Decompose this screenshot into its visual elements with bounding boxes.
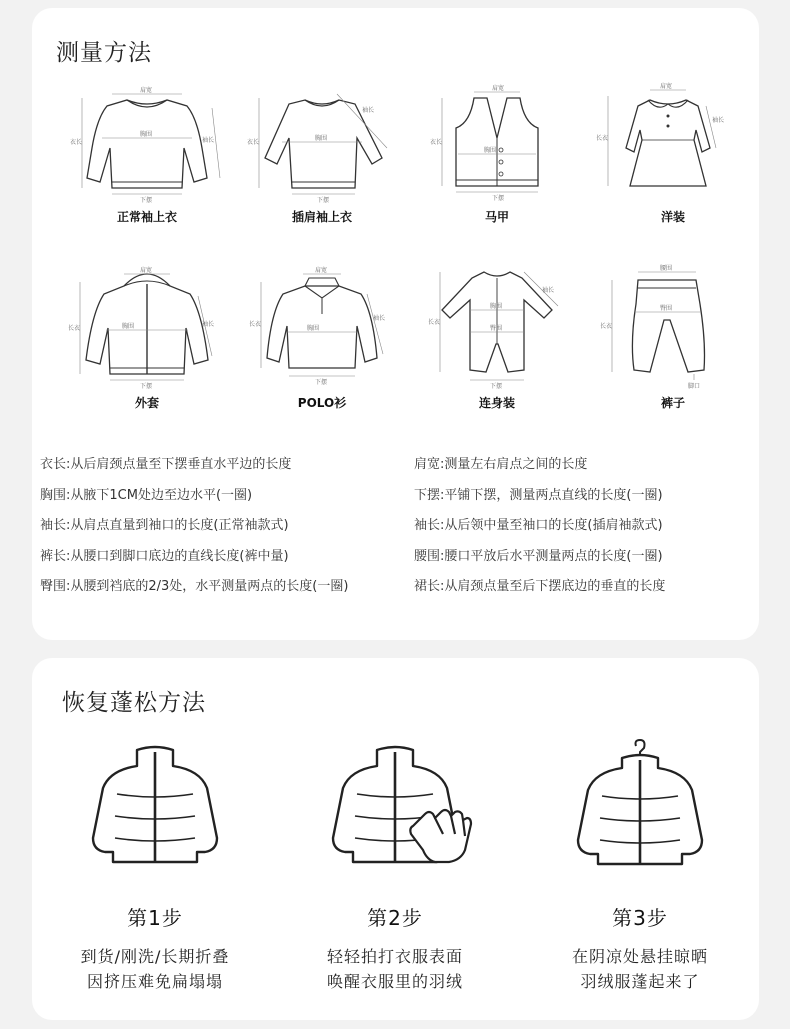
restore-title: 恢复蓬松方法 bbox=[62, 690, 206, 716]
label-sleeve: 袖长 bbox=[362, 107, 375, 114]
definition-row: 裤长:从腰口到脚口底边的直线长度(裤中量) bbox=[40, 548, 289, 564]
hooded-jacket-icon bbox=[62, 262, 232, 392]
definition-row: 袖长:从肩点直量到袖口的长度(正常袖款式) bbox=[40, 518, 289, 534]
label-length: 长衣 bbox=[596, 135, 609, 142]
label-hem: 下摆 bbox=[315, 379, 328, 386]
garment-polo-shirt bbox=[237, 262, 407, 432]
down-jacket-icon bbox=[45, 738, 265, 878]
label-chest: 胸围 bbox=[315, 135, 328, 142]
garment-romper bbox=[412, 262, 582, 432]
step-description bbox=[285, 944, 505, 994]
garment-name: 裤子 bbox=[660, 396, 685, 410]
label-sleeve: 袖长 bbox=[712, 117, 725, 124]
label-length: 长衣 bbox=[249, 321, 262, 328]
step-desc-line-1: 到货/刚洗/长期折叠 bbox=[80, 947, 230, 966]
label-length: 长衣 bbox=[428, 319, 441, 326]
definition-row: 肩宽:测量左右肩点之间的长度 bbox=[414, 457, 588, 472]
label-length: 长衣 bbox=[68, 325, 81, 332]
label-hip: 臀围 bbox=[660, 305, 673, 312]
label-shoulder: 肩宽 bbox=[660, 83, 673, 90]
garment-pants bbox=[588, 262, 758, 432]
garment-vest bbox=[412, 78, 582, 248]
definition-row: 裙长:从肩颈点量至后下摆底边的垂直的长度 bbox=[414, 579, 666, 595]
measure-title: 测量方法 bbox=[56, 40, 152, 66]
down-jacket-icon bbox=[285, 738, 505, 878]
label-waist: 腰围 bbox=[660, 265, 673, 272]
garment-name: 洋装 bbox=[660, 210, 685, 224]
garment-name: 插肩袖上衣 bbox=[291, 210, 352, 224]
polo-shirt-icon bbox=[237, 262, 407, 392]
sweatshirt-icon bbox=[62, 78, 232, 208]
raglan-top-icon bbox=[237, 78, 407, 208]
garment-sweatshirt bbox=[62, 78, 232, 248]
dress-icon bbox=[588, 78, 758, 208]
step-title: 第1步 bbox=[127, 906, 183, 930]
pants-icon bbox=[588, 262, 758, 392]
garment-name: 正常袖上衣 bbox=[116, 210, 177, 224]
label-chest: 胸围 bbox=[122, 323, 135, 330]
definition-row: 腰围:腰口平放后水平测量两点的长度(一圈) bbox=[414, 548, 663, 564]
step-desc-line-2: 唤醒衣服里的羽绒 bbox=[326, 972, 463, 991]
label-chest: 胸围 bbox=[140, 131, 153, 138]
label-length: 衣长 bbox=[430, 139, 443, 146]
definition-row: 胸围:从腋下1CM处边至边水平(一圈) bbox=[40, 487, 253, 503]
label-length: 衣长 bbox=[247, 139, 260, 146]
garment-hooded-jacket bbox=[62, 262, 232, 432]
step-description bbox=[45, 944, 265, 994]
label-shoulder: 肩宽 bbox=[492, 85, 505, 92]
label-length: 衣长 bbox=[70, 139, 83, 146]
label-hem: 下摆 bbox=[492, 195, 505, 202]
garment-dress bbox=[588, 78, 758, 248]
label-chest: 胸围 bbox=[484, 147, 497, 154]
label-hem: 下摆 bbox=[140, 197, 153, 204]
hanger-icon bbox=[530, 738, 750, 878]
label-sleeve: 袖长 bbox=[373, 315, 386, 322]
step-title: 第2步 bbox=[367, 906, 423, 930]
label-shoulder: 肩宽 bbox=[140, 87, 153, 94]
label-length: 长衣 bbox=[600, 323, 613, 330]
step-desc-line-2: 因挤压难免扁塌塌 bbox=[86, 972, 223, 991]
label-sleeve: 袖长 bbox=[202, 137, 215, 144]
step-desc-line-1: 轻轻拍打衣服表面 bbox=[326, 947, 463, 966]
step-title: 第3步 bbox=[612, 906, 668, 930]
romper-icon bbox=[412, 262, 582, 392]
definition-row: 下摆:平铺下摆，测量两点直线的长度(一圈) bbox=[414, 487, 663, 503]
garment-name: 连身装 bbox=[478, 396, 515, 410]
garment-name: 外套 bbox=[134, 396, 159, 410]
label-hem: 下摆 bbox=[317, 197, 330, 204]
label-hem: 下摆 bbox=[490, 383, 503, 390]
label-sleeve: 袖长 bbox=[542, 287, 555, 294]
label-shoulder: 肩宽 bbox=[315, 267, 328, 274]
step-desc-line-1: 在阴凉处悬挂晾晒 bbox=[571, 947, 708, 966]
garment-name: POLO衫 bbox=[297, 396, 347, 410]
garment-name: 马甲 bbox=[484, 210, 509, 224]
definition-row: 臀围:从腰到裆底的2/3处，水平测量两点的长度(一圈) bbox=[40, 579, 349, 595]
step-desc-line-2: 羽绒服蓬起来了 bbox=[580, 972, 700, 991]
garment-raglan-top bbox=[237, 78, 407, 248]
label-cuff: 脚口 bbox=[688, 383, 701, 390]
label-chest: 胸围 bbox=[490, 303, 503, 310]
label-chest: 胸围 bbox=[307, 325, 320, 332]
label-sleeve: 袖长 bbox=[202, 321, 215, 328]
definitions-left bbox=[40, 455, 348, 608]
step-description bbox=[530, 944, 750, 994]
label-shoulder: 肩宽 bbox=[140, 267, 153, 274]
label-hem: 下摆 bbox=[140, 383, 153, 390]
definitions-right bbox=[414, 455, 665, 608]
definition-row: 衣长:从后肩颈点量至下摆垂直水平边的长度 bbox=[40, 457, 292, 472]
label-hip: 臀围 bbox=[490, 325, 503, 332]
vest-icon bbox=[412, 78, 582, 208]
definition-row: 袖长:从后领中量至袖口的长度(插肩袖款式) bbox=[414, 518, 663, 534]
